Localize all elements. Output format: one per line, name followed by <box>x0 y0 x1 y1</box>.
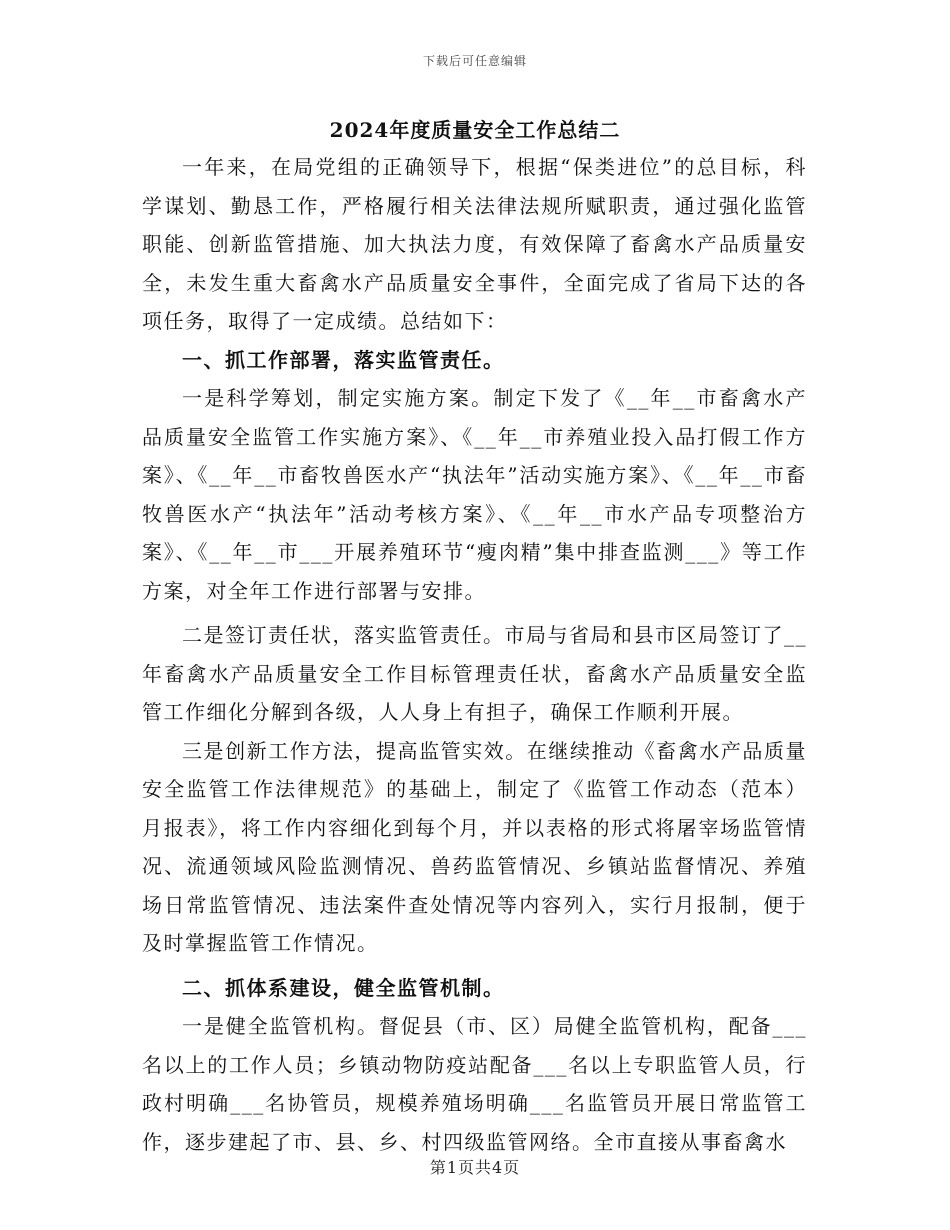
paragraph-intro: 一年来，在局党组的正确领导下，根据“保类进位”的总目标，科学谋划、勤恳工作，严格履行相关法律法规所赋职责，通过强化监管职能、创新监管措施、加大执法力度，有效保障了畜禽水产品质量安全，未发生重大畜禽水产品质量安全事件，全面完成了省局下达的各项任务，取得了一定成绩。总结如下： <box>142 155 807 333</box>
paragraph-method: 三是创新工作方法，提高监管实效。在继续推动《畜禽水产品质量安全监管工作法律规范》的基础上，制定了《监管工作动态（范本）月报表》，将工作内容细化到每个月，并以表格的形式将屠宰场监管情况、流通领域风险监测情况、兽药监管情况、乡镇站监督情况、养殖场日常监管情况、违法案件查处情况等内容列入，实行月报制，便于及时掌握监管工作情况。 <box>142 738 807 955</box>
document-title: 2024年度质量安全工作总结二 <box>329 118 621 142</box>
header-note: 下载后可任意编辑 <box>422 54 527 68</box>
page-footer: 第1页共4页 <box>429 1158 521 1177</box>
paragraph-responsibility: 二是签订责任状，落实监管责任。市局与省局和县市区局签订了__年畜禽水产品质量安全工作目标管理责任状，畜禽水产品质量安全监管工作细化分解到各级，人人身上有担子，确保工作顺利开展。 <box>142 623 807 724</box>
paragraph-plan: 一是科学筹划，制定实施方案。制定下发了《__年__市畜禽水产品质量安全监管工作实施方案》、《__年__市养殖业投入品打假工作方案》、《__年__市畜牧兽医水产“执法年”活动实施方案》、《__年__市畜牧兽医水产“执法年”活动考核方案》、《__年__市水产品专项整治方案》、《__年__市___开展养殖环节“瘦肉精”集中排查监测___》等工作方案，对全年工作进行部署与安排。 <box>142 386 807 603</box>
section-heading-1: 一、抓工作部署，落实监管责任。 <box>182 347 505 372</box>
document-body <box>142 148 807 1161</box>
paragraph-institution: 一是健全监管机构。督促县（市、区）局健全监管机构，配备___名以上的工作人员；乡镇动物防疫站配备___名以上专职监管人员，行政村明确___名协管员，规模养殖场明确___名监管员开展日常监管工作，逐步建起了市、县、乡、村四级监管网络。全市直接从事畜禽水 <box>142 1014 807 1154</box>
section-heading-2: 二、抓体系建设，健全监管机制。 <box>182 975 505 1000</box>
